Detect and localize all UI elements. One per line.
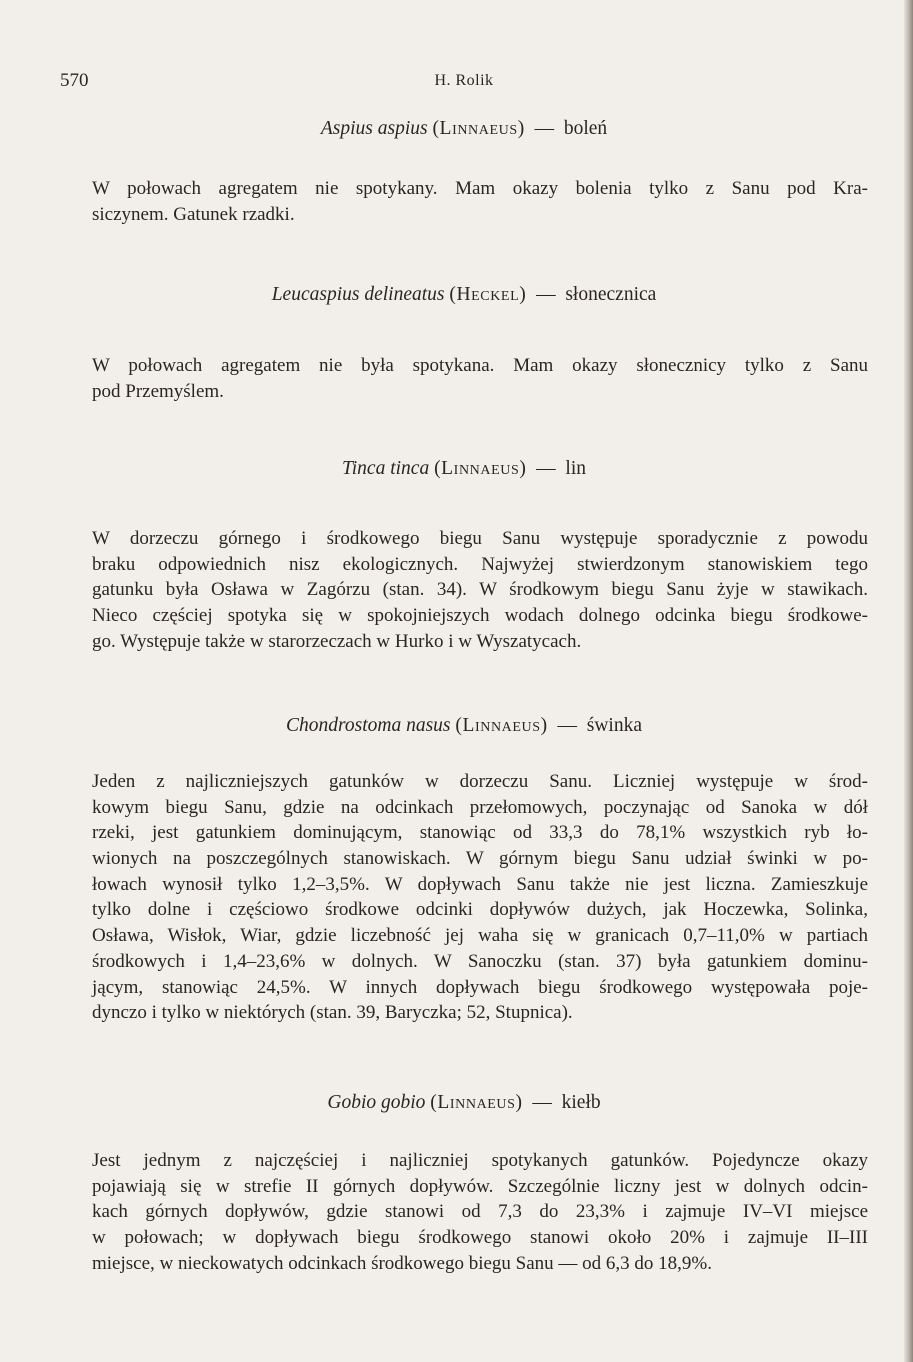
paragraph-line: siczynem. Gatunek rzadki. — [92, 203, 295, 225]
species-common-name: słonecznica — [565, 284, 657, 305]
species-paragraph — [92, 1148, 868, 1276]
species-paragraph — [92, 176, 868, 227]
paragraph-line: dynczo i tylko w niektórych (stan. 39, Baryczka; 52, Stupnica). — [92, 1002, 573, 1024]
paragraph-line: rzeki, jest gatunkiem dominującym, stanowiąc od 33,3 do 78,1% wszystkich ryb ło- — [92, 822, 868, 844]
species-latin-name: Gobio gobio — [327, 1092, 426, 1113]
species-latin-name: Aspius aspius — [320, 118, 428, 139]
paragraph-line: Nieco częściej spotyka się w spokojniejszych wodach dolnego odcinka biegu środkowe- — [92, 605, 868, 627]
paragraph-line: go. Występuje także w starorzeczach w Hurko i w Wyszatycach. — [92, 630, 582, 652]
page-number: 570 — [60, 70, 89, 91]
paragraph-line: gatunku była Osława w Zagórzu (stan. 34). W środkowym biegu Sanu żyje w stawikach. — [92, 579, 868, 601]
species-paragraph — [92, 526, 868, 654]
species-author: (Linnaeus) — [432, 118, 525, 139]
heading-dash: — — [532, 1092, 552, 1113]
heading-dash: — — [557, 715, 577, 736]
species-common-name: kiełb — [561, 1092, 601, 1113]
species-heading — [60, 284, 868, 306]
heading-dash: — — [534, 118, 555, 139]
paragraph-line: W dorzeczu górnego i środkowego biegu Sanu występuje sporadycznie z powodu — [92, 528, 868, 549]
species-author: (Heckel) — [449, 284, 527, 305]
heading-dash: — — [536, 458, 556, 479]
species-author: (Linnaeus) — [430, 1092, 523, 1113]
species-heading — [60, 715, 868, 737]
paragraph-line: jącym, stanowiąc 24,5%. W innych dopływach biegu środkowego występowała poje- — [92, 976, 868, 998]
paragraph-line: Jeden z najliczniejszych gatunków w dorzeczu Sanu. Liczniej występuje w środ- — [92, 771, 868, 792]
paragraph-line: kowym biegu Sanu, gdzie na odcinkach przełomowych, poczynając od Sanoka w dół — [92, 796, 868, 818]
paragraph-line: pod Przemyślem. — [92, 380, 224, 402]
paragraph-line: kach górnych dopływów, gdzie stanowi od 7,3 do 23,3% i zajmuje IV–VI miejsce — [92, 1201, 868, 1223]
species-heading — [60, 118, 868, 140]
heading-dash: — — [536, 284, 556, 305]
paragraph-line: Osława, Wisłok, Wiar, gdzie liczebność jej waha się w granicach 0,7–11,0% w partiach — [92, 925, 868, 947]
paragraph-line: środkowych i 1,4–23,6% w dolnych. W Sanoczku (stan. 37) była gatunkiem dominu- — [92, 950, 868, 972]
paragraph-line: w połowach; w dopływach biegu środkowego stanowi około 20% i zajmuje II–III — [92, 1227, 868, 1249]
paragraph-line: wionych na poszczególnych stanowiskach. W górnym biegu Sanu udział świnki w po- — [92, 848, 868, 870]
species-author: (Linnaeus) — [434, 458, 527, 479]
paragraph-line: tylko dolne i częściowo środkowe odcinki dopływów dużych, jak Hoczewka, Solinka, — [92, 899, 868, 921]
species-heading — [60, 458, 868, 480]
paragraph-line: W połowach agregatem nie spotykany. Mam okazy bolenia tylko z Sanu pod Kra- — [92, 178, 868, 199]
scan-page-edge — [904, 0, 913, 1362]
species-common-name: boleń — [563, 118, 608, 139]
species-author: (Linnaeus) — [455, 715, 548, 736]
paragraph-line: pojawiają się w strefie II górnych dopływów. Szczególnie liczny jest w dolnych odcin- — [92, 1175, 868, 1197]
species-latin-name: Leucaspius delineatus — [271, 284, 445, 305]
species-common-name: świnka — [586, 715, 642, 736]
species-latin-name: Tinca tinca — [341, 458, 430, 479]
species-heading — [60, 1092, 868, 1114]
paragraph-line: Jest jednym z najczęściej i najliczniej spotykanych gatunków. Pojedyncze okazy — [92, 1150, 868, 1171]
paragraph-line: W połowach agregatem nie była spotykana. Mam okazy słonecznicy tylko z Sanu — [92, 355, 868, 376]
species-paragraph — [92, 769, 868, 1026]
page-header — [60, 70, 868, 96]
paragraph-line: braku odpowiednich nisz ekologicznych. Najwyżej stwierdzonym stanowiskiem tego — [92, 553, 868, 575]
paragraph-line: miejsce, w nieckowatych odcinkach środkowego biegu Sanu — od 6,3 do 18,9%. — [92, 1252, 713, 1274]
species-common-name: lin — [565, 458, 587, 479]
species-latin-name: Chondrostoma nasus — [286, 715, 451, 736]
running-head: H. Rolik — [434, 72, 494, 89]
species-paragraph — [92, 353, 868, 404]
paragraph-line: łowach wynosił tylko 1,2–3,5%. W dopływach Sanu także nie jest liczna. Zamieszkuje — [92, 873, 868, 895]
